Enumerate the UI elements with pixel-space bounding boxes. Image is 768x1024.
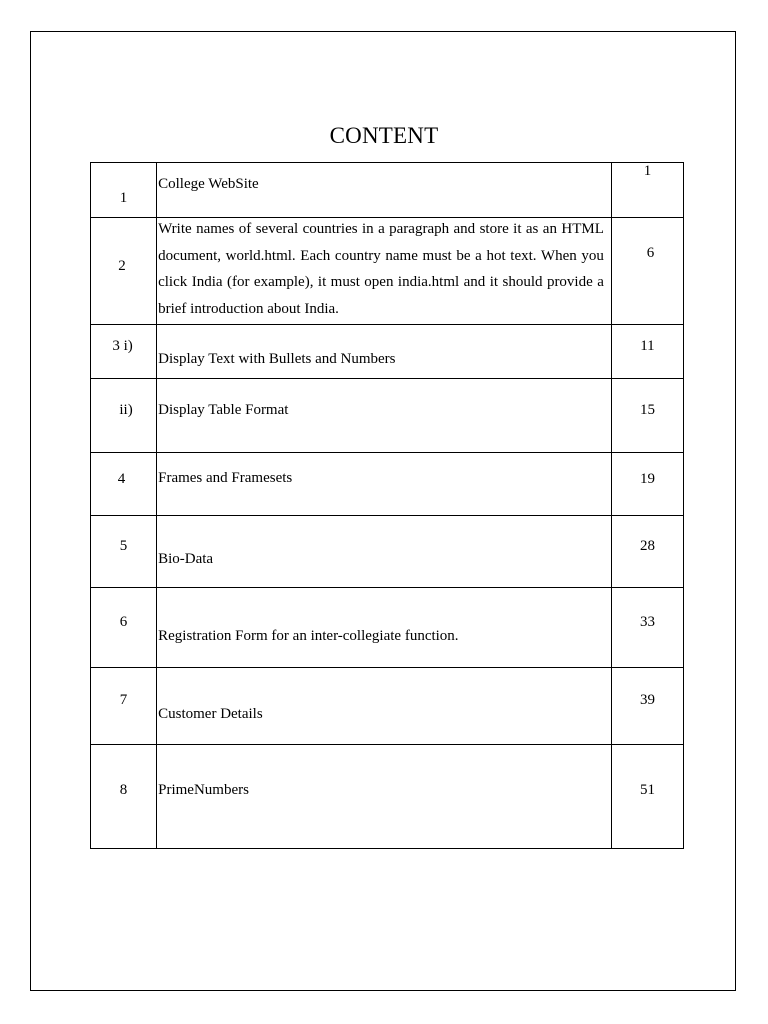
table-row [91, 588, 684, 668]
row-title-cell [157, 453, 612, 516]
row-title-cell [157, 325, 612, 379]
row-number-cell [91, 325, 157, 379]
row-number: ii) [119, 402, 133, 418]
contents-table [90, 162, 684, 849]
row-number-cell [91, 453, 157, 516]
row-title: Customer Details [158, 706, 263, 722]
row-title: College WebSite [158, 176, 259, 192]
row-number: 6 [119, 614, 128, 630]
table-row [91, 745, 684, 849]
row-number-cell [91, 379, 157, 453]
table-row [91, 218, 684, 325]
row-page: 39 [639, 692, 655, 708]
row-page-cell [611, 516, 683, 588]
row-number: 2 [118, 258, 126, 274]
row-title: Registration Form for an inter-collegiate function. [158, 628, 459, 644]
row-number: 8 [119, 782, 128, 798]
row-title: Frames and Framesets [158, 470, 293, 486]
row-title: Bio-Data [158, 551, 214, 567]
row-title-cell [157, 379, 612, 453]
row-page: 33 [639, 614, 655, 630]
row-page: 1 [643, 163, 652, 179]
row-page-cell [611, 325, 683, 379]
table-row [91, 379, 684, 453]
row-number: 5 [119, 538, 128, 554]
row-number-cell [91, 588, 157, 668]
row-page-cell [611, 453, 683, 516]
row-page-cell [611, 668, 683, 745]
row-number: 7 [119, 692, 128, 708]
row-number-cell [91, 516, 157, 588]
row-page: 11 [640, 338, 655, 354]
table-row [91, 453, 684, 516]
row-title: Write names of several countries in a paragraph and store it as an HTML document, world.html. Each country name must be a hot text. When you click India (for example), it must open india.html and it should provide a brief introduction about India. [158, 221, 604, 317]
row-page-cell [611, 745, 683, 849]
page-title: CONTENT [329, 123, 439, 148]
row-number: 4 [117, 471, 126, 487]
row-page: 6 [646, 245, 655, 261]
row-number: 3 i) [112, 338, 133, 354]
row-number-cell [91, 163, 157, 218]
row-page-cell [611, 218, 683, 325]
row-number: 1 [119, 190, 128, 206]
row-title-cell [157, 163, 612, 218]
table-row [91, 163, 684, 218]
row-title-cell [157, 745, 612, 849]
row-title: Display Table Format [158, 402, 289, 418]
table-row [91, 516, 684, 588]
row-title-cell [157, 516, 612, 588]
table-row [91, 325, 684, 379]
row-title-cell [157, 668, 612, 745]
row-page: 28 [639, 538, 655, 554]
row-number-cell [91, 745, 157, 849]
row-page-cell [611, 588, 683, 668]
row-page: 19 [639, 471, 655, 487]
row-number-cell [91, 668, 157, 745]
row-page-cell [611, 163, 683, 218]
table-row [91, 668, 684, 745]
row-title-cell [157, 218, 612, 325]
row-title: Display Text with Bullets and Numbers [158, 351, 396, 367]
row-number-cell [91, 218, 157, 325]
row-page-cell [611, 379, 683, 453]
row-page: 51 [639, 782, 655, 798]
row-title-cell [157, 588, 612, 668]
row-page: 15 [639, 402, 655, 418]
row-title: PrimeNumbers [158, 782, 249, 798]
